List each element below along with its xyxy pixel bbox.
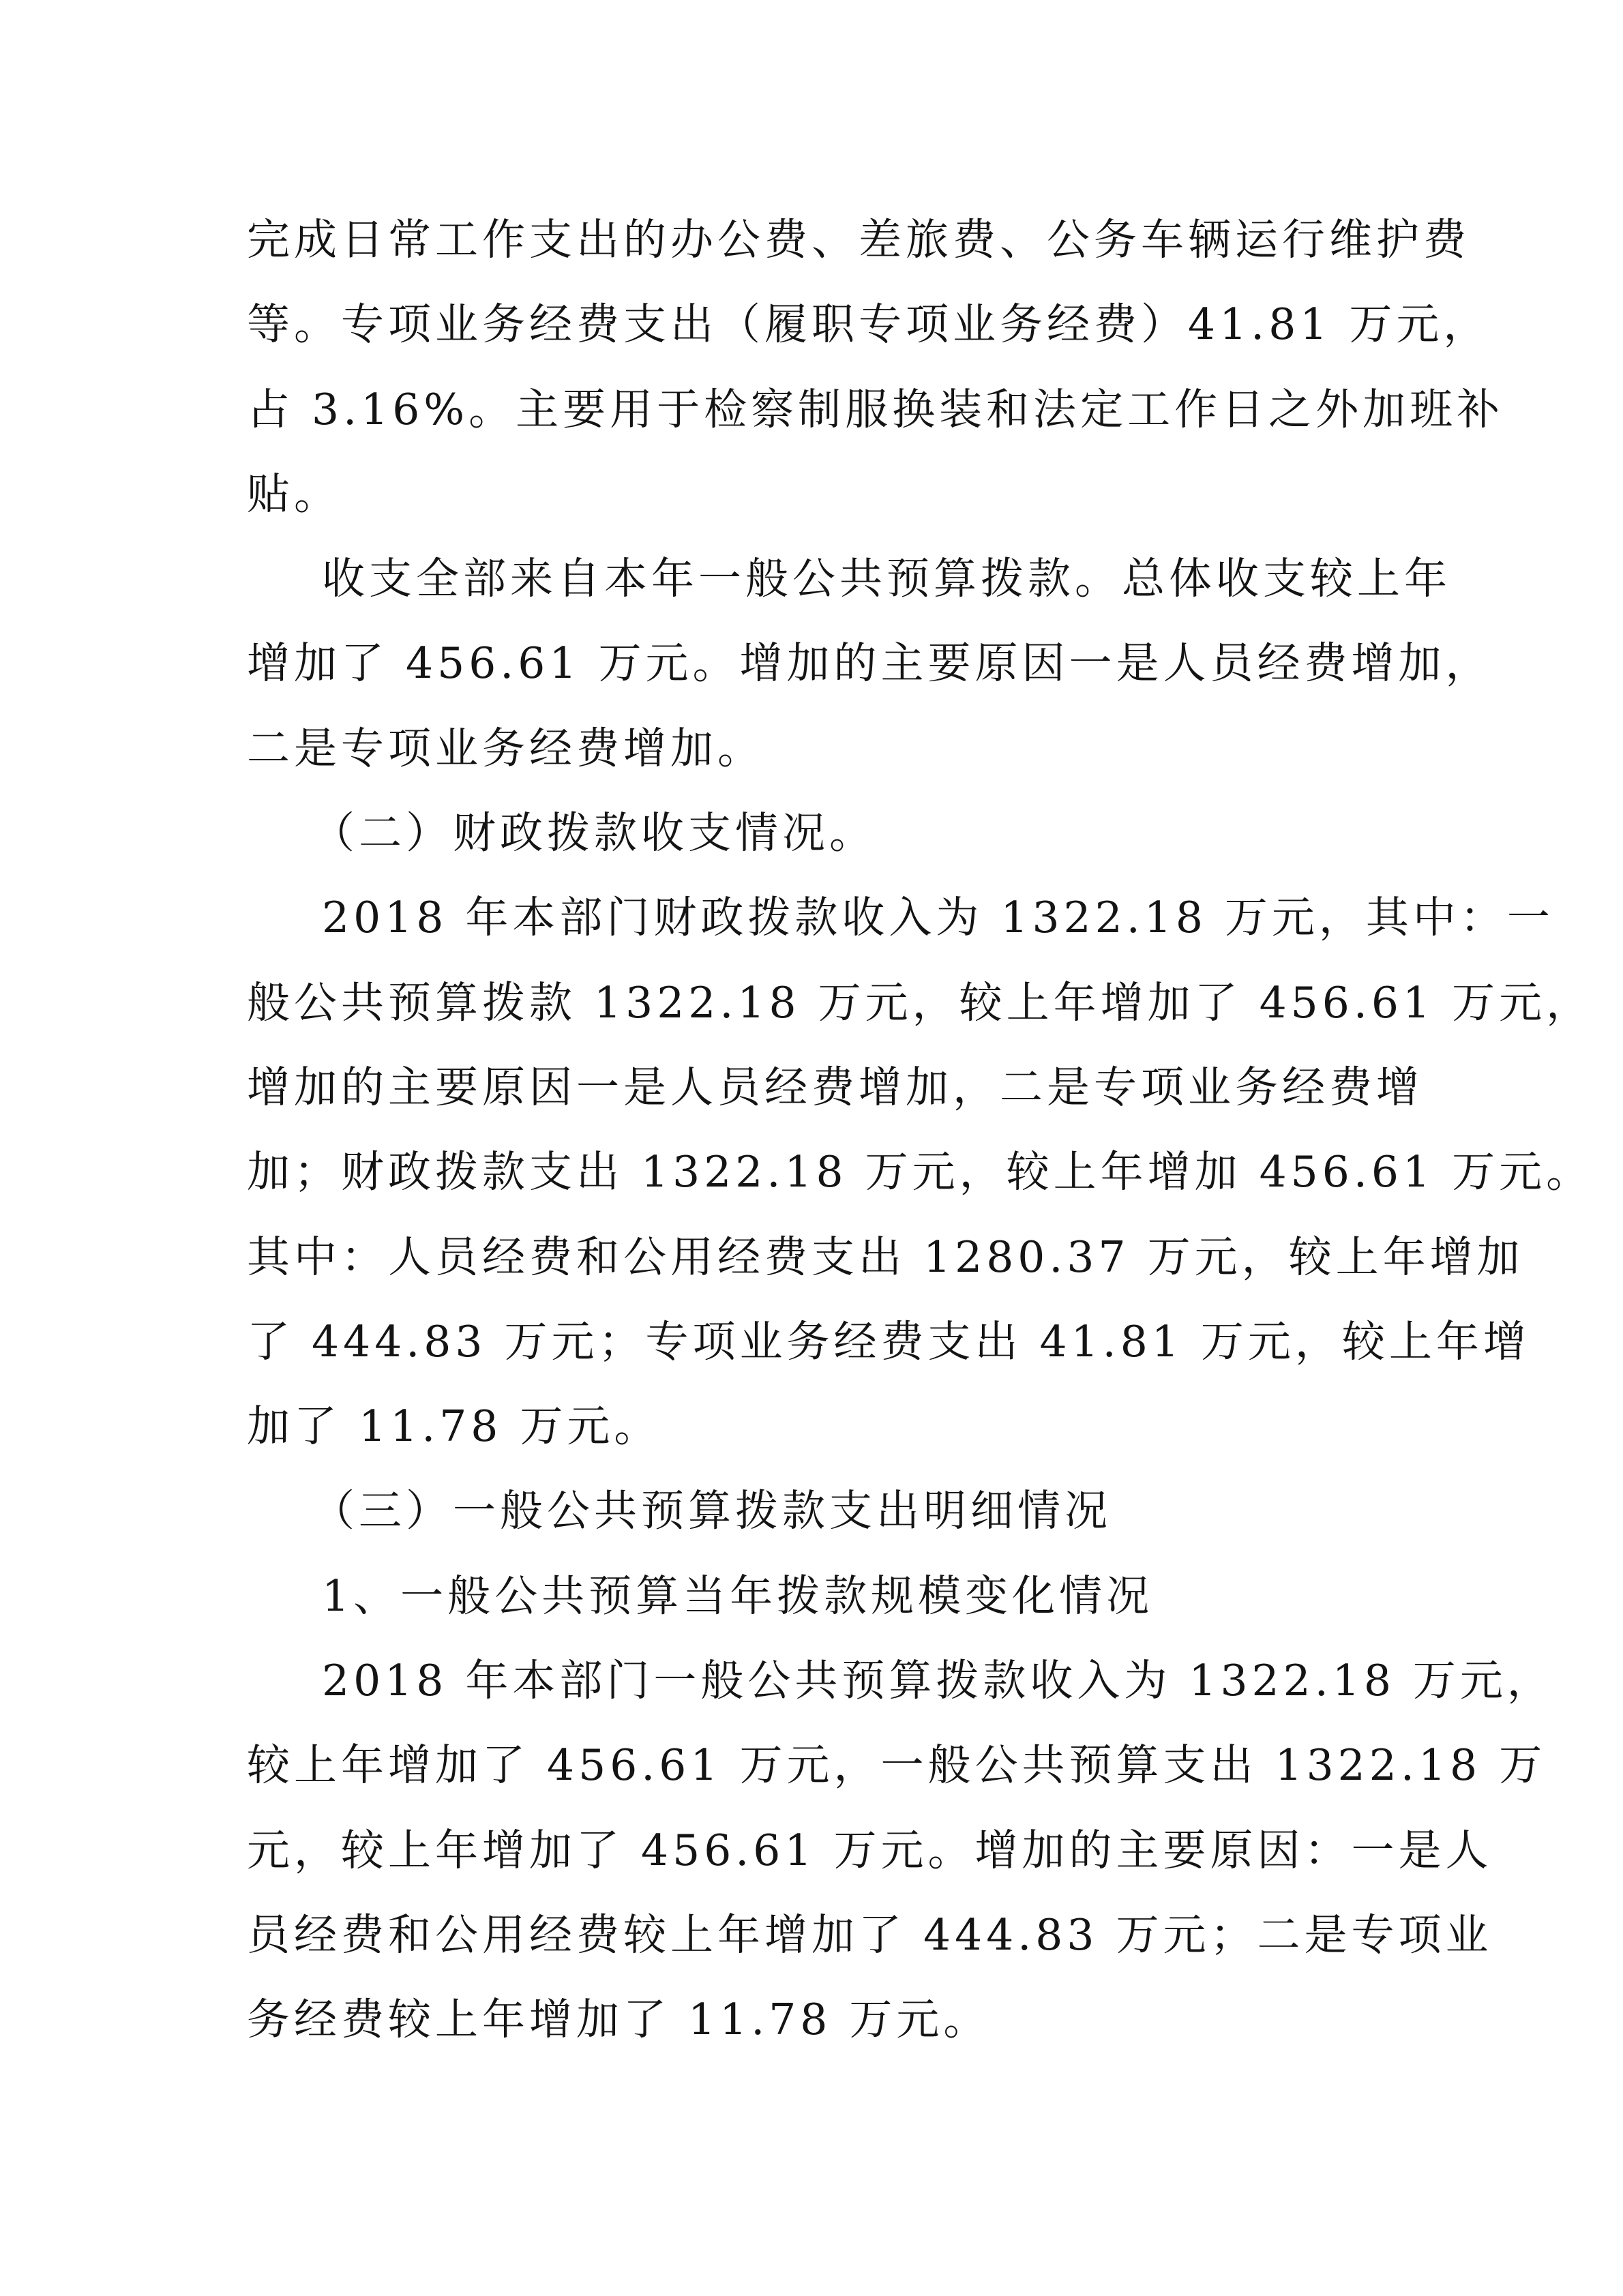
text-line: 2018 年本部门一般公共预算拨款收入为 1322.18 万元， xyxy=(322,1656,1554,1706)
text-line: 加；财政拨款支出 1322.18 万元，较上年增加 456.61 万元。 xyxy=(247,1147,1594,1197)
text-line: 较上年增加了 456.61 万元，一般公共预算支出 1322.18 万 xyxy=(247,1740,1547,1791)
text-line: 员经费和公用经费较上年增加了 444.83 万元；二是专项业 xyxy=(247,1909,1493,1960)
text-line: 完成日常工作支出的办公费、差旅费、公务车辆运行维护费 xyxy=(247,215,1470,265)
document-body xyxy=(247,198,1594,2063)
text-line: 其中：人员经费和公用经费支出 1280.37 万元，较上年增加 xyxy=(247,1232,1524,1282)
subsection-heading: 1、一般公共预算当年拨款规模变化情况 xyxy=(322,1570,1154,1621)
text-line: 贴。 xyxy=(247,468,341,519)
paragraph-fiscal-allocation xyxy=(247,876,1594,1469)
text-line: 等。专项业务经费支出（履职专项业务经费）41.81 万元， xyxy=(247,299,1491,350)
heading-scale-change xyxy=(247,1554,1393,1639)
text-line: 增加了 456.61 万元。增加的主要原因一是人员经费增加， xyxy=(247,638,1493,689)
heading-fiscal-allocation xyxy=(247,791,1393,876)
section-heading: （三）一般公共预算拨款支出明细情况 xyxy=(312,1486,1112,1536)
text-line: 元，较上年增加了 456.61 万元。增加的主要原因：一是人 xyxy=(247,1825,1493,1875)
text-line: 收支全部来自本年一般公共预算拨款。总体收支较上年 xyxy=(322,554,1451,604)
section-heading: （二）财政拨款收支情况。 xyxy=(312,808,876,859)
heading-general-budget-detail xyxy=(247,1469,1393,1553)
paragraph-total-income-expense xyxy=(247,537,1493,791)
text-line: 二是专项业务经费增加。 xyxy=(247,723,764,773)
paragraph-general-budget xyxy=(247,1639,1554,2062)
text-line: 务经费较上年增加了 11.78 万元。 xyxy=(247,1995,991,2045)
text-line: 了 444.83 万元；专项业务经费支出 41.81 万元，较上年增 xyxy=(247,1316,1530,1367)
text-line: 占 3.16%。主要用于检察制服换装和法定工作日之外加班补 xyxy=(247,384,1504,434)
text-line: 增加的主要原因一是人员经费增加，二是专项业务经费增 xyxy=(247,1062,1423,1112)
text-line: 加了 11.78 万元。 xyxy=(247,1401,661,1452)
text-line: 2018 年本部门财政拨款收入为 1322.18 万元，其中：一 xyxy=(322,893,1554,943)
text-line: 般公共预算拨款 1322.18 万元，较上年增加了 456.61 万元， xyxy=(247,977,1594,1028)
paragraph-office-expenses xyxy=(247,198,1504,537)
